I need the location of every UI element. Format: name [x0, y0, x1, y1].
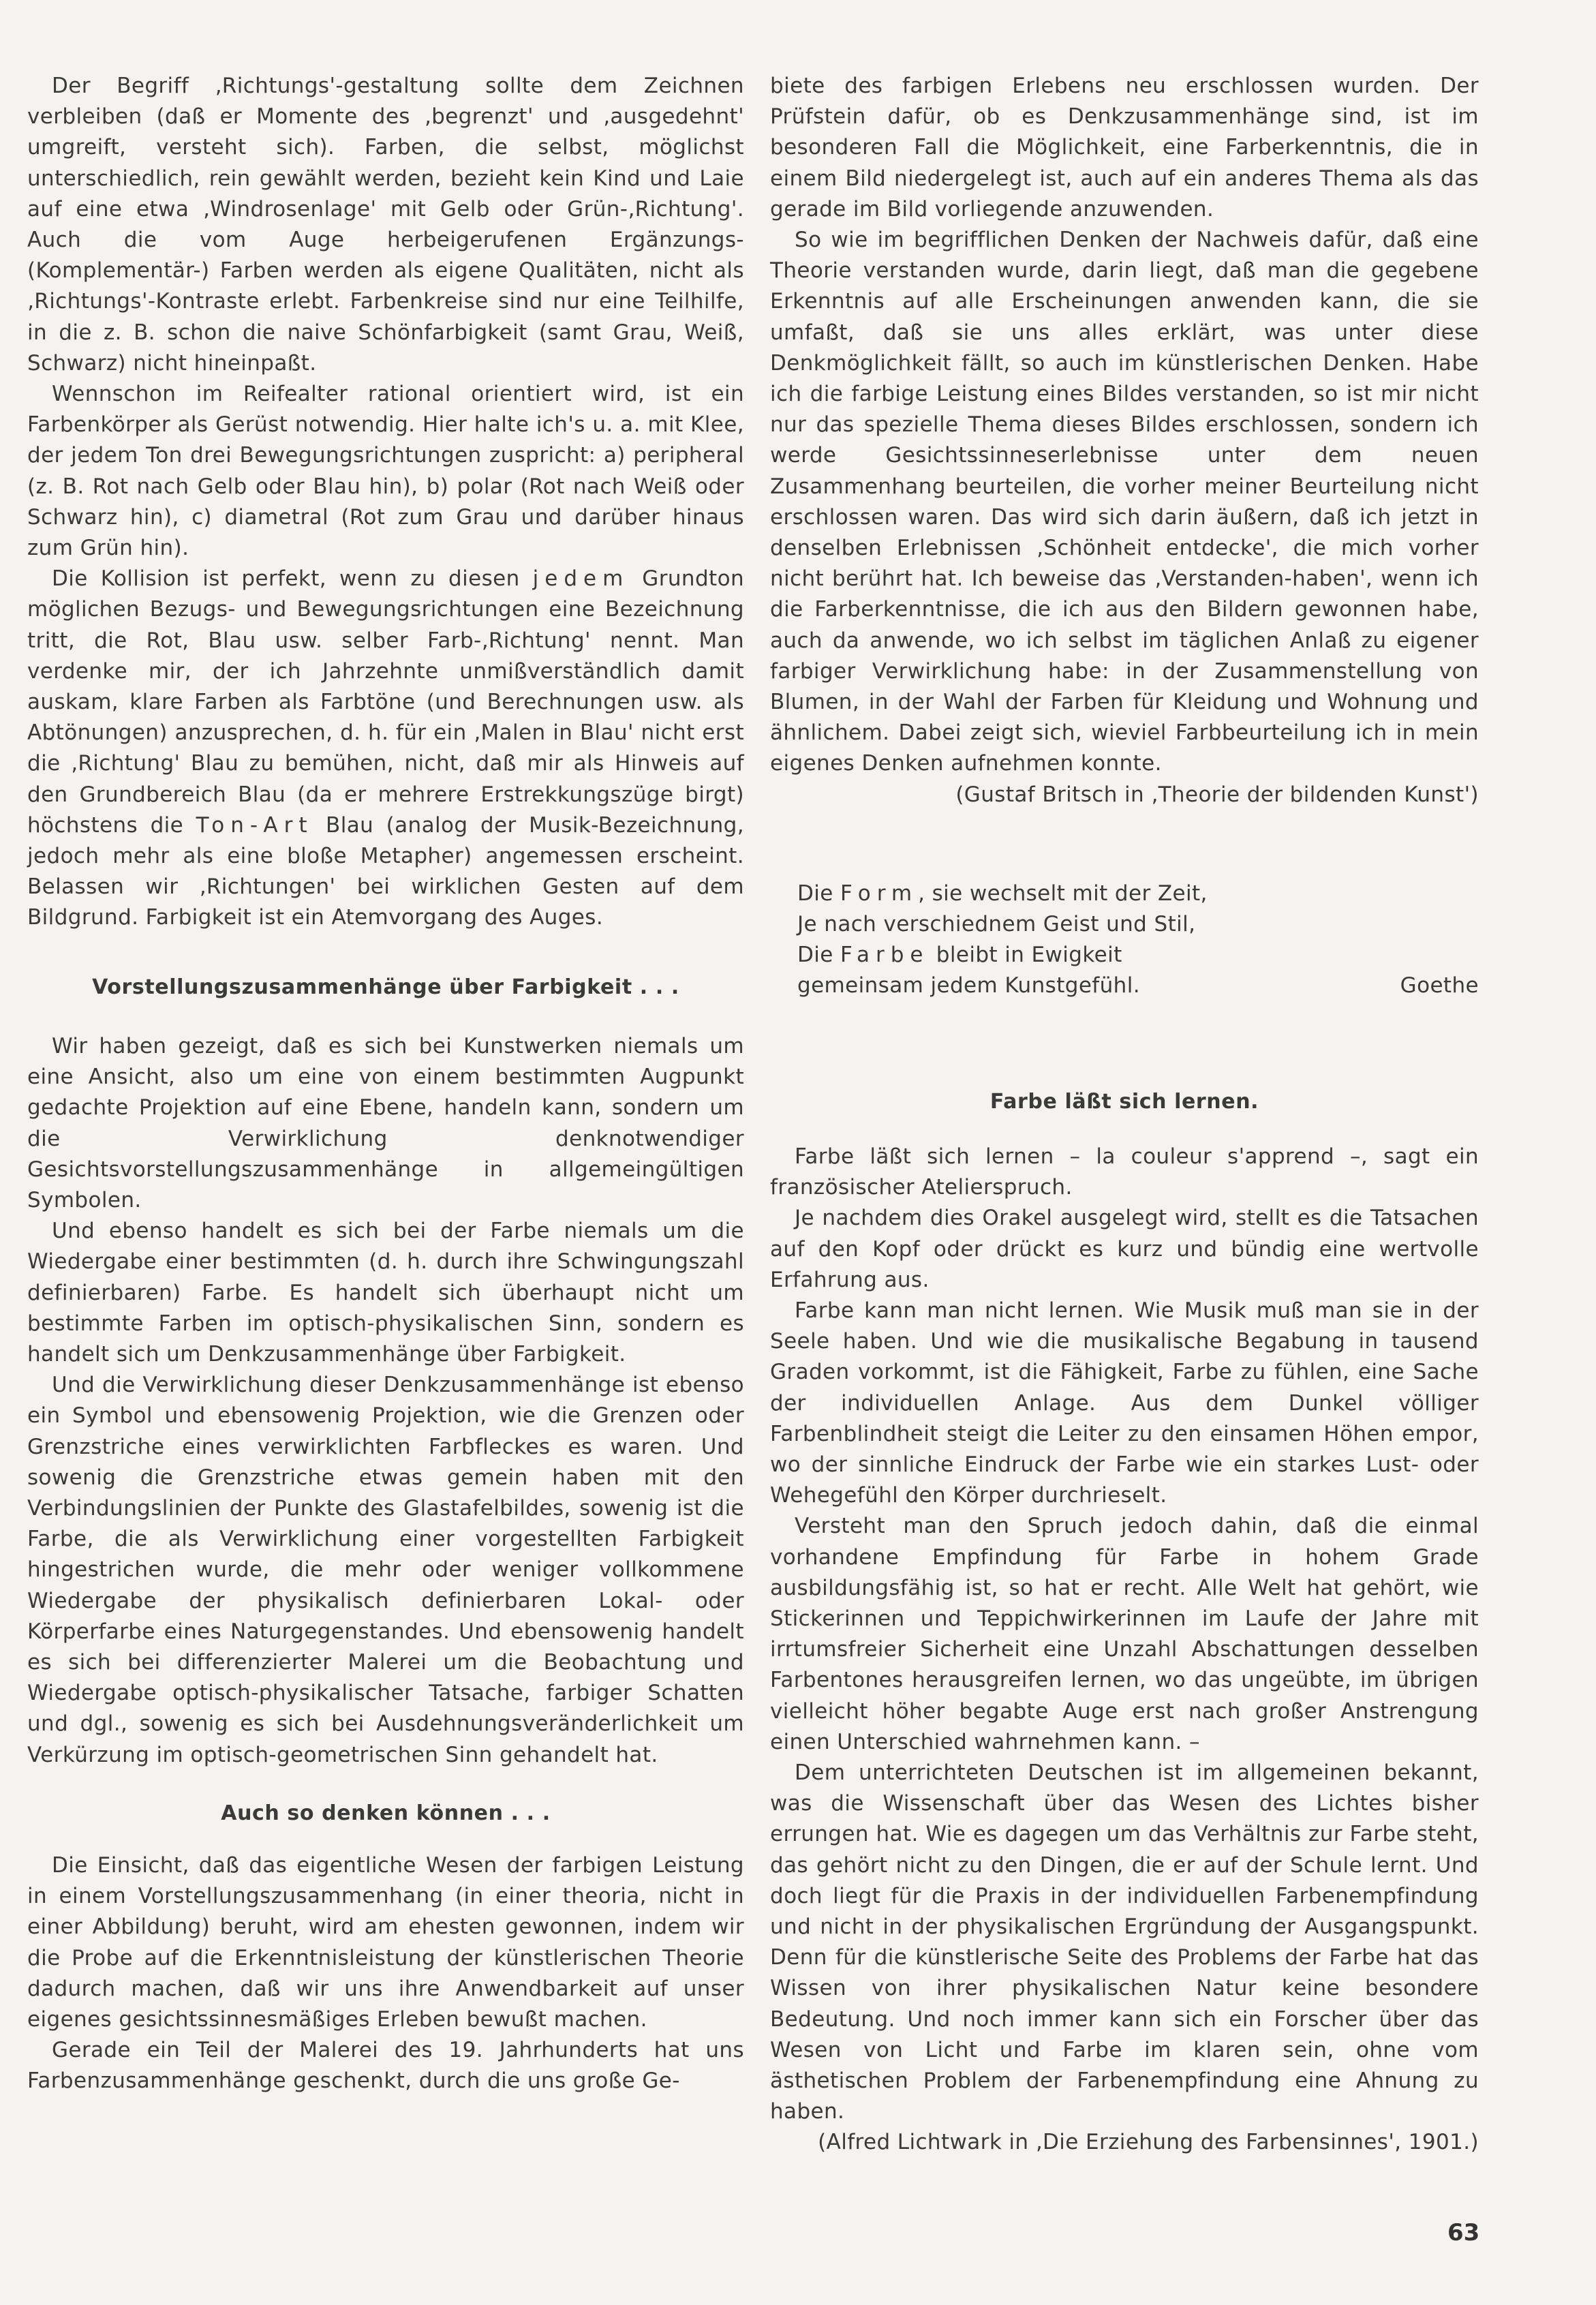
spaced-word: Ton-Art [196, 812, 313, 838]
paragraph: Farbe läßt sich lernen – la couleur s'apprend –, sagt ein französischer Atelierspruch. [770, 1144, 1479, 1200]
citation: (Alfred Lichtwark in ‚Die Erziehung des Farbensinnes', 1901.) [818, 2130, 1479, 2155]
section-heading: Auch so denken können . . . [221, 1801, 551, 1825]
goethe-poem [770, 879, 1479, 1002]
poem-line: gemeinsam jedem Kunstgefühl. Goethe [797, 971, 1479, 1001]
paragraph: Wennschon im Reifealter rational orientiert wird, ist ein Farbenkörper als Gerüst notwendig. Hier halte ich's u. a. mit Klee, der jedem Ton drei Bewegungsrichtungen zuspricht: a) peripheral (z. B. Rot nach Gelb oder Blau hin), b) polar (Rot nach Weiß oder Schwarz hin), c) diametral (Rot zum Grau und darüber hinaus zum Grün hin). [27, 382, 744, 561]
paragraph: Je nachdem dies Orakel ausgelegt wird, stellt es die Tatsachen auf den Kopf oder drückt es kurz und bündig eine wertvolle Erfahrung aus. [770, 1206, 1479, 1292]
section-heading: Farbe läßt sich lernen. [989, 1089, 1259, 1114]
paragraph: Wir haben gezeigt, daß es sich bei Kunstwerken niemals um eine Ansicht, also um eine von einem bestimmten Augpunkt gedachte Projektion auf eine Ebene, handeln kann, sondern um die Verwirklichung denknotwendiger Gesichtsvorstellungszusammenhänge in allgemeingültigen Symbolen. [27, 1033, 744, 1212]
citation: (Gustaf Britsch in ‚Theorie der bildenden Kunst') [955, 782, 1479, 807]
paragraph: Gerade ein Teil der Malerei des 19. Jahrhunderts hat uns Farbenzusammenhänge geschenkt, durch die uns große Ge- [27, 2038, 744, 2094]
paragraph: Die Kollision ist perfekt, wenn zu diesen jedem Grundton möglichen Bezugs- und Bewegungsrichtungen eine Bezeichnung tritt, die Rot, Blau usw. selber Farb-‚Richtung' nennt. Man verdenke mir, der ich Jahrzehnte unmißverständlich damit auskam, klare Farben als Farbtöne (und Berechnungen usw. als Abtönungen) anzusprechen, d. h. für ein ‚Malen in Blau' nicht erst die ‚Richtung' Blau zu bemühen, nicht, daß mir als Hinweis auf den Grundbereich Blau (da er mehrere Erstrekkungszüge birgt) höchstens die Ton-Art Blau (analog der Musik-Bezeichnung, jedoch mehr als eine bloße Metapher) angemessen erscheint. Belassen wir ‚Richtungen' bei wirklichen Gesten auf dem Bildgrund. Farbigkeit ist ein Atemvorgang des Auges. [27, 566, 744, 930]
poem-author: Goethe [1400, 973, 1479, 998]
paragraph: Versteht man den Spruch jedoch dahin, daß die einmal vorhandene Empfindung für Farbe in hohem Grade ausbildungsfähig ist, so hat er recht. Alle Welt hat gehört, wie Stickerinnen und Teppichwirkerinnen im Laufe der Jahre mit irrtumsfreier Sicherheit eine Unzahl Abschattungen desselben Farbentones herausgreifen lernen, wo das ungeübte, im übrigen vielleicht höher begabte Auge erst nach großer Anstrengung einen Unterschied wahrnehmen kann. – [770, 1514, 1479, 1754]
paragraph: Die Einsicht, daß das eigentliche Wesen der farbigen Leistung in einem Vorstellungszusammenhang (in einer theoria, nicht in einer Abbildung) beruht, wird am ehesten gewonnen, indem wir die Probe auf die Erkenntnisleistung der künstlerischen Theorie dadurch machen, daß wir uns ihre Anwendbarkeit auf unser eigenes gesichtssinnesmäßiges Erleben bewußt machen. [27, 1852, 744, 2032]
section-heading: Vorstellungszusammenhänge über Farbigkeit . . . [92, 975, 679, 999]
paragraph: biete des farbigen Erlebens neu erschlossen wurden. Der Prüfstein dafür, ob es Denkzusammenhänge sind, ist im besonderen Fall die Möglichkeit, eine Farberkenntnis, die in einem Bild niedergelegt ist, auch auf ein anderes Thema als das gerade im Bild vorliegende anzuwenden. [770, 74, 1479, 222]
left-column [27, 71, 744, 2097]
paragraph: Farbe kann man nicht lernen. Wie Musik muß man sie in der Seele haben. Und wie die musikalische Begabung in tausend Graden vorkommt, ist die Fähigkeit, Farbe zu fühlen, eine Sache der individuellen Anlage. Aus dem Dunkel völliger Farbenblindheit steigt die Leiter zu den einsamen Höhen empor, wo der sinnliche Eindruck der Farbe wie ein starkes Lust- oder Wehegefühl den Körper durchrieselt. [770, 1298, 1479, 1508]
paragraph: So wie im begrifflichen Denken der Nachweis dafür, daß eine Theorie verstanden wurde, darin liegt, daß man die gegebene Erkenntnis auf alle Erscheinungen anwenden kann, die sie umfaßt, daß sie uns alles erklärt, was unter diese Denkmöglichkeit fällt, so auch im künstlerischen Denken. Habe ich die farbige Leistung eines Bildes verstanden, so ist mir nicht nur das spezielle Thema dieses Bildes erschlossen, sondern ich werde Gesichtssinneserlebnisse unter dem neuen Zusammenhang beurteilen, die vorher meiner Beurteilung nicht erschlossen waren. Das wird sich darin äußern, daß ich jetzt in denselben Erlebnissen ‚Schönheit entdecke', die mich vorher nicht berührt hat. Ich beweise das ‚Verstanden-haben', wenn ich die Farberkenntnisse, die ich aus den Bildern gewonnen habe, auch da anwende, wo ich selbst im täglichen Anlaß zu eigener farbiger Verwirklichung habe: in der Zusammenstellung von Blumen, in der Wahl der Farben für Kleidung und Wohnung und ähnlichem. Dabei zeigt sich, wieviel Farbbeurteilung ich in mein eigenes Denken aufnehmen konnte. [770, 228, 1479, 776]
page-number: 63 [1447, 2219, 1480, 2246]
right-column [770, 71, 1479, 2158]
poem-line: Je nach verschiednem Geist und Stil, [797, 912, 1196, 937]
paragraph: Und die Verwirklichung dieser Denkzusammenhänge ist ebenso ein Symbol und ebensowenig Projektion, wie die Grenzen oder Grenzstriche eines verwirklichten Farbfleckes es waren. Und sowenig die Grenzstriche etwas gemein haben mit den Verbindungslinien der Punkte des Glastafelbildes, sowenig ist die Farbe, die als Verwirklichung einer vorgestellten Farbigkeit hingestrichen wurde, die mehr oder weniger vollkommene Wiedergabe der physikalisch definierbaren Lokal- oder Körperfarbe eines Naturgegenstandes. Und ebensowenig handelt es sich bei differenzierter Malerei um die Beobachtung und Wiedergabe optisch-physikalischer Tatsache, farbiger Schatten und dgl., sowenig es sich bei Ausdehnungsveränderlichkeit um Verkürzung im optisch-geometrischen Sinn gehandelt hat. [27, 1373, 744, 1767]
spaced-word: jedem [532, 566, 630, 592]
paragraph: Und ebenso handelt es sich bei der Farbe niemals um die Wiedergabe einer bestimmten (d. h. durch ihre Schwingungszahl definierbaren) Farbe. Es handelt sich überhaupt nicht um bestimmte Farben im optisch-physikalischen Sinn, sondern es handelt sich um Denkzusammenhänge über Farbigkeit. [27, 1219, 744, 1367]
poem-line: Die Farbe bleibt in Ewigkeit [797, 943, 1122, 968]
poem-line: Die Form, sie wechselt mit der Zeit, [797, 881, 1208, 906]
paragraph: Der Begriff ‚Richtungs'-gestaltung sollte dem Zeichnen verbleiben (daß er Momente des ‚begrenzt' und ‚ausgedehnt' umgreift, versteht sich). Farben, die selbst, möglichst unterschiedlich, rein gewählt werden, bezieht kein Kind und Laie auf eine etwa ‚Windrosenlage' mit Gelb oder Grün-‚Richtung'. Auch die vom Auge herbeigerufenen Ergänzungs- (Komplementär-) Farben werden als eigene Qualitäten, nicht als ‚Richtungs'-Kontraste erlebt. Farbenkreise sind nur eine Teilhilfe, in die z. B. schon die naive Schönfarbigkeit (samt Grau, Weiß, Schwarz) nicht hineinpaßt. [27, 74, 744, 376]
paragraph: Dem unterrichteten Deutschen ist im allgemeinen bekannt, was die Wissenschaft über das Wesen des Lichtes bisher errungen hat. Wie es dagegen um das Verhältnis zur Farbe steht, das gehört nicht zu den Dingen, die er auf der Schule lernt. Und doch liegt für die Praxis in der individuellen Farbenempfindung und nicht in der physikalischen Ergründung der Ausgangspunkt. Denn für die künstlerische Seite des Problems der Farbe hat das Wissen von ihrer physikalischen Natur keine besondere Bedeutung. Und noch immer kann sich ein Forscher über das Wesen von Licht und Farbe im klaren sein, ohne vom ästhetischen Problem der Farbenempfindung eine Ahnung zu haben. [770, 1760, 1479, 2124]
